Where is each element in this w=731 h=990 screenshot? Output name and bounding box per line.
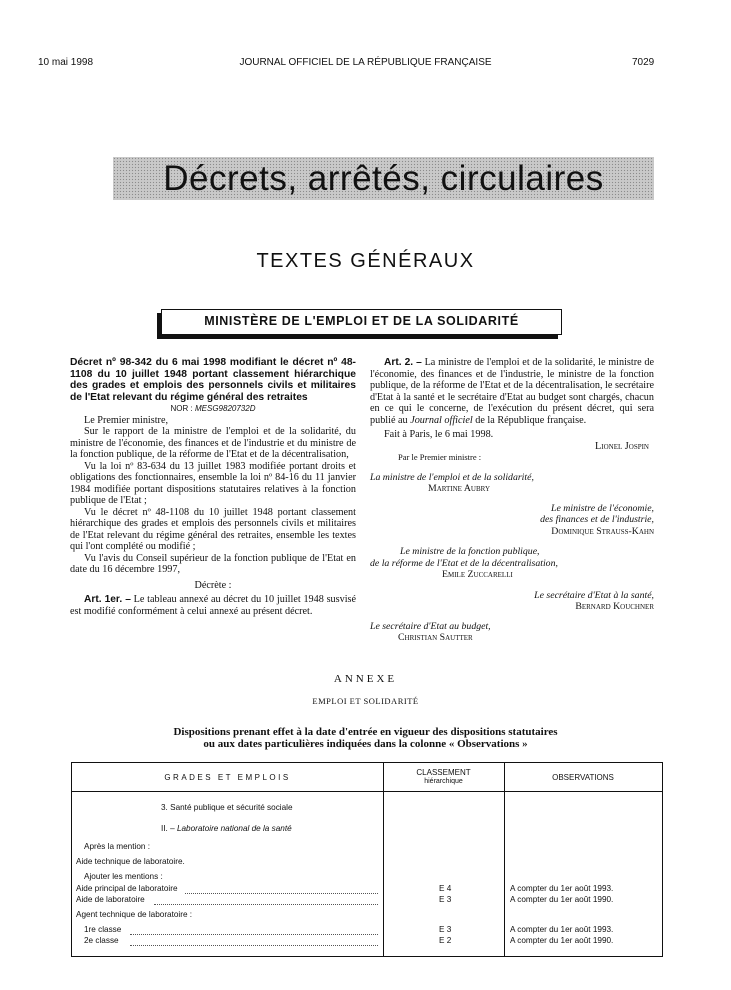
table-row-classement: E 4 — [439, 884, 452, 893]
signature-block — [370, 503, 654, 538]
annex-title: ANNEXE — [333, 673, 398, 685]
column-header-classement — [383, 768, 504, 786]
signature-role: de la réforme de l'Etat et de la décentralisation, — [370, 557, 558, 569]
signature-name: Martine Aubry — [428, 483, 490, 494]
nor-code: MESG9820732D — [194, 404, 256, 413]
signature-block — [370, 472, 654, 495]
subsection-label: II. – — [161, 824, 175, 833]
signature-block — [370, 621, 654, 644]
ministry-box — [161, 309, 562, 335]
ministry-title: MINISTÈRE DE L'EMPLOI ET DE LA SOLIDARITÉ — [204, 314, 519, 328]
table-row-observation: A compter du 1er août 1990. — [510, 936, 614, 945]
hierarchique-label: hiérarchique — [424, 778, 463, 785]
table-row-observation: A compter du 1er août 1990. — [510, 895, 614, 904]
decree-title: Décret nº 98-342 du 6 mai 1998 modifiant le décret nº 48-1108 du 10 juillet 1948 portant classement hiérarchique des grades et emplois des personnels civils et militaires de l'Etat relevant du régime général des retraites — [70, 357, 356, 403]
table-section: 3. Santé publique et sécurité sociale — [161, 803, 293, 812]
dispositions-line: Dispositions prenant effet à la date d'entrée en vigueur des dispositions statutaires — [173, 726, 558, 738]
table-row-classement: E 3 — [439, 895, 452, 904]
column-header-observations: OBSERVATIONS — [552, 773, 614, 782]
nor-label: NOR : — [170, 404, 193, 413]
fait-a-paris: Fait à Paris, le 6 mai 1998. — [384, 429, 494, 440]
signature-name: Emile Zuccarelli — [442, 569, 513, 580]
aide-technique: Aide technique de laboratoire. — [76, 857, 185, 866]
classement-label: CLASSEMENT — [416, 768, 471, 777]
agent-technique: Agent technique de laboratoire : — [76, 910, 193, 919]
table-row-grade: Aide de laboratoire — [76, 895, 145, 904]
subsection-title: Laboratoire national de la santé — [176, 824, 292, 833]
column-header-grades: GRADES ET EMPLOIS — [164, 773, 291, 782]
preamble-paragraph: Vu l'avis du Conseil supérieur de la fonction publique de l'Etat en date du 16 décembre 1997, — [70, 552, 356, 575]
annex-subtitle: EMPLOI ET SOLIDARITÉ — [312, 696, 419, 706]
dispositions-line: ou aux dates particulières indiquées dans la colonne « Observations » — [203, 738, 528, 750]
preamble-paragraph: Sur le rapport de la ministre de l'emploi et de la solidarité, du ministre de l'économie, des finances et de l'industrie et du ministre de la fonction publique, de la réforme de l'Etat et de la décentralisation, — [70, 426, 356, 460]
article-1-text: Le tableau annexé au décret du 10 juillet 1948 susvisé est modifié conformément à celui annexé au présent décret. — [70, 594, 357, 617]
signature-role: La ministre de l'emploi et de la solidarité, — [370, 471, 534, 483]
preamble-paragraph: Vu la loi nº 83-634 du 13 juillet 1983 modifiée portant droits et obligations des fonctionnaires, ensemble la loi nº 84-16 du 11 janvier 1984 modifiée portant dispositions statutaires relatives à la fonction publique de l'Etat ; — [70, 460, 356, 506]
signature-name: Christian Sautter — [398, 632, 473, 643]
decrete: Décrète : — [194, 579, 232, 591]
article-2 — [370, 357, 654, 426]
annex-dispositions — [80, 726, 651, 750]
article-2-label: Art. 2. – — [384, 357, 422, 368]
apres-mention: Après la mention : — [84, 842, 150, 851]
table-row-classement: E 3 — [439, 925, 452, 934]
classification-table — [71, 762, 663, 957]
signature-block — [370, 546, 654, 581]
table-row-observation: A compter du 1er août 1993. — [510, 884, 614, 893]
preamble-paragraph: Vu le décret nº 48-1108 du 10 juillet 1948 portant classement hiérarchique des grades et emplois des personnels civils et militaires de l'Etat relevant du régime général des retraites, ensemble les textes qui l'ont complété ou modifié ; — [70, 506, 356, 552]
article-1 — [70, 594, 356, 617]
signature-role: Le secrétaire d'Etat au budget, — [370, 620, 491, 632]
nor-reference — [70, 403, 356, 415]
table-row-grade: Aide principal de laboratoire — [76, 884, 178, 893]
banner-title: Décrets, arrêtés, circulaires — [163, 159, 604, 198]
signature-role: Le ministre de la fonction publique, — [400, 546, 540, 557]
section-banner — [113, 157, 654, 200]
preamble-paragraph: Le Premier ministre, — [84, 414, 169, 426]
signature-name: Bernard Kouchner — [575, 601, 654, 612]
table-row-observation: A compter du 1er août 1993. — [510, 925, 614, 934]
signature-role: Le secrétaire d'Etat à la santé, — [534, 589, 654, 601]
signature-role: Le ministre de l'économie, — [551, 502, 654, 514]
table-row-grade: 2e classe — [84, 936, 119, 945]
left-column — [70, 357, 356, 617]
table-subsection — [161, 824, 292, 833]
signatory-name: Lionel Jospin — [595, 440, 649, 452]
right-column — [370, 357, 654, 644]
header-page-number: 7029 — [632, 57, 655, 68]
table-row-grade: 1re classe — [84, 925, 122, 934]
journal-officiel-ref: Journal officiel — [410, 414, 473, 426]
article-2-text: La ministre de l'emploi et de la solidarité, le ministre de l'économie, des finances et de l'industrie, le ministre de la fonction publique, de la réforme de l'Etat et de la décentralisation, le secrétaire d'Etat à la santé et le secrétaire d'Etat au budget sont chargés, chacun en ce qui le concerne, de l'exécution du présent décret, qui sera publié au — [370, 357, 654, 426]
header-date: 10 mai 1998 — [38, 57, 94, 68]
article-2-text-end: de la République française. — [475, 414, 587, 426]
article-1-label: Art. 1er. – — [84, 594, 131, 605]
header-journal: JOURNAL OFFICIEL DE LA RÉPUBLIQUE FRANÇAISE — [239, 57, 492, 68]
signature-name: Dominique Strauss-Kahn — [551, 525, 654, 537]
par-le-premier-ministre: Par le Premier ministre : — [398, 452, 482, 462]
table-row-classement: E 2 — [439, 936, 452, 945]
ajouter-mentions: Ajouter les mentions : — [84, 872, 163, 881]
signature-block — [370, 590, 654, 613]
section-title: TEXTES GÉNÉRAUX — [256, 250, 475, 272]
signature-role: des finances et de l'industrie, — [540, 514, 654, 525]
